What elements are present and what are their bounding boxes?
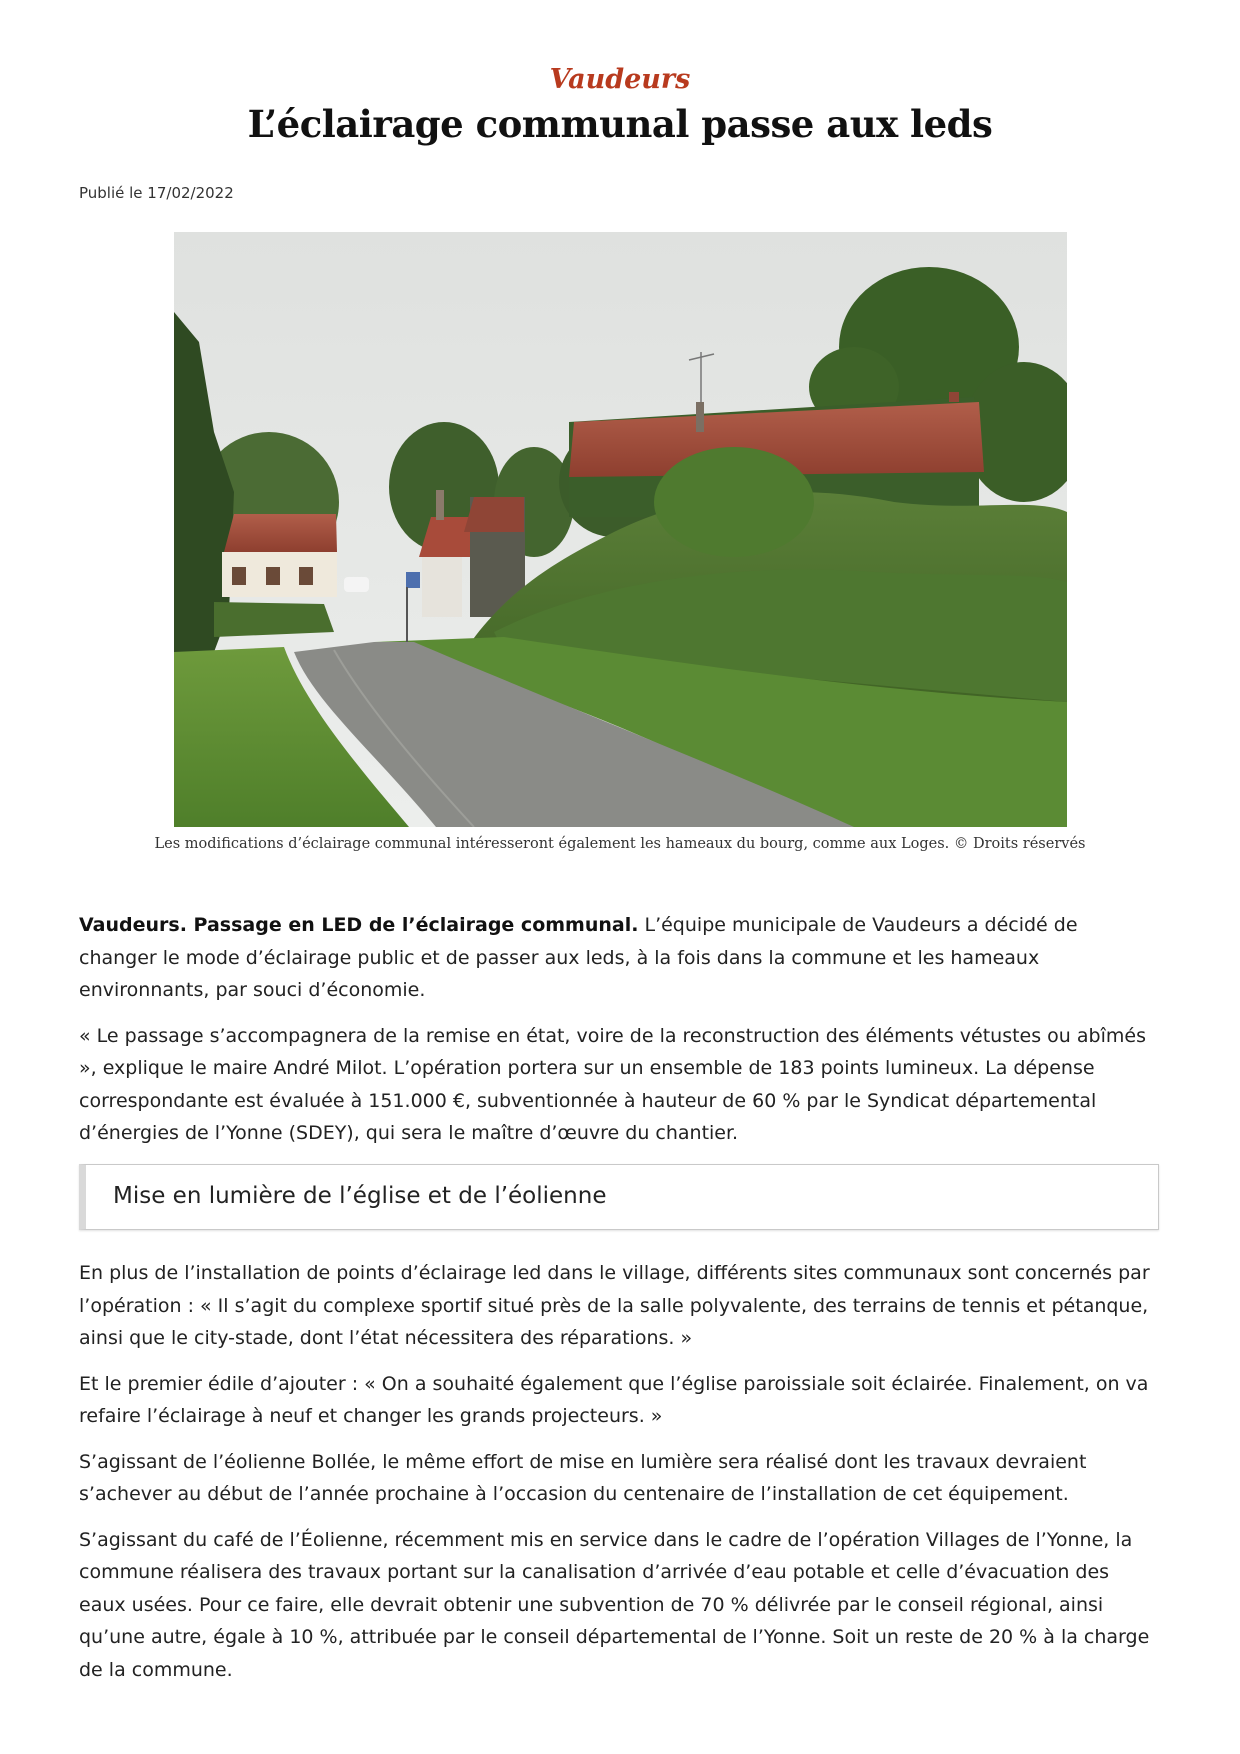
photo-caption: Les modifications d’éclairage communal intéresseront également les hameaux du bourg, comme aux Loges. © Droits réservés xyxy=(154,836,1086,852)
paragraph-5: S’agissant de l’éolienne Bollée, le même effort de mise en lumière sera réalisé dont les travaux devraient s’achever au début de l’année prochaine à l’occasion du centenaire de l’installation de cet équipement. xyxy=(79,1450,1087,1505)
subheading-box xyxy=(79,1164,1159,1230)
lead-bold: Vaudeurs. Passage en LED de l’éclairage communal. xyxy=(79,914,639,936)
article-body-top xyxy=(79,909,1161,1150)
lead-text: L’équipe municipale de Vaudeurs a décidé de changer le mode d’éclairage public et de passer aux leds, à la fois dans la commune et les hameaux environnants, par souci d’économie. xyxy=(79,914,1078,1001)
paragraph-4: Et le premier édile d’ajouter : « On a souhaité également que l’église paroissiale soit éclairée. Finalement, on va refaire l’éclairage à neuf et changer les grands projecteurs. » xyxy=(79,1372,1149,1427)
paragraph-2: « Le passage s’accompagnera de la remise en état, voire de la reconstruction des éléments vétustes ou abîmés », explique le maire André Milot. L’opération portera sur un ensemble de 183 points lumineux. La dépense correspondante est évaluée à 151.000 €, subventionnée à hauteur de 60 % par le Syndicat départemental d’énergies de l’Yonne (SDEY), qui sera le maître d’œuvre du chantier. xyxy=(79,1024,1146,1144)
paragraph-6: S’agissant du café de l’Éolienne, récemment mis en service dans le cadre de l’opération Villages de l’Yonne, la commune réalisera des travaux portant sur la canalisation d’arrivée d’eau potable et celle d’évacuation des eaux usées. Pour ce faire, elle devrait obtenir une subvention de 70 % délivrée par le conseil régional, ainsi qu’une autre, égale à 10 %, attribuée par le conseil départemental de l’Yonne. Soit un reste de 20 % à la charge de la commune. xyxy=(79,1528,1150,1681)
lead-paragraph xyxy=(79,909,1161,1007)
article-photo xyxy=(174,232,1067,827)
article-title: L’éclairage communal passe aux leds xyxy=(247,102,993,146)
publish-date: Publié le 17/02/2022 xyxy=(79,184,234,202)
subheading: Mise en lumière de l’église et de l’éolienne xyxy=(113,1183,607,1209)
article-body-bottom xyxy=(79,1257,1161,1686)
article-kicker: Vaudeurs xyxy=(549,64,691,95)
paragraph-3: En plus de l’installation de points d’éclairage led dans le village, différents sites communaux sont concernés par l’opération : « Il s’agit du complexe sportif situé près de la salle polyvalente, des terrains de tennis et pétanque, ainsi que le city-stade, dont l’état nécessitera des réparations. » xyxy=(79,1262,1150,1349)
